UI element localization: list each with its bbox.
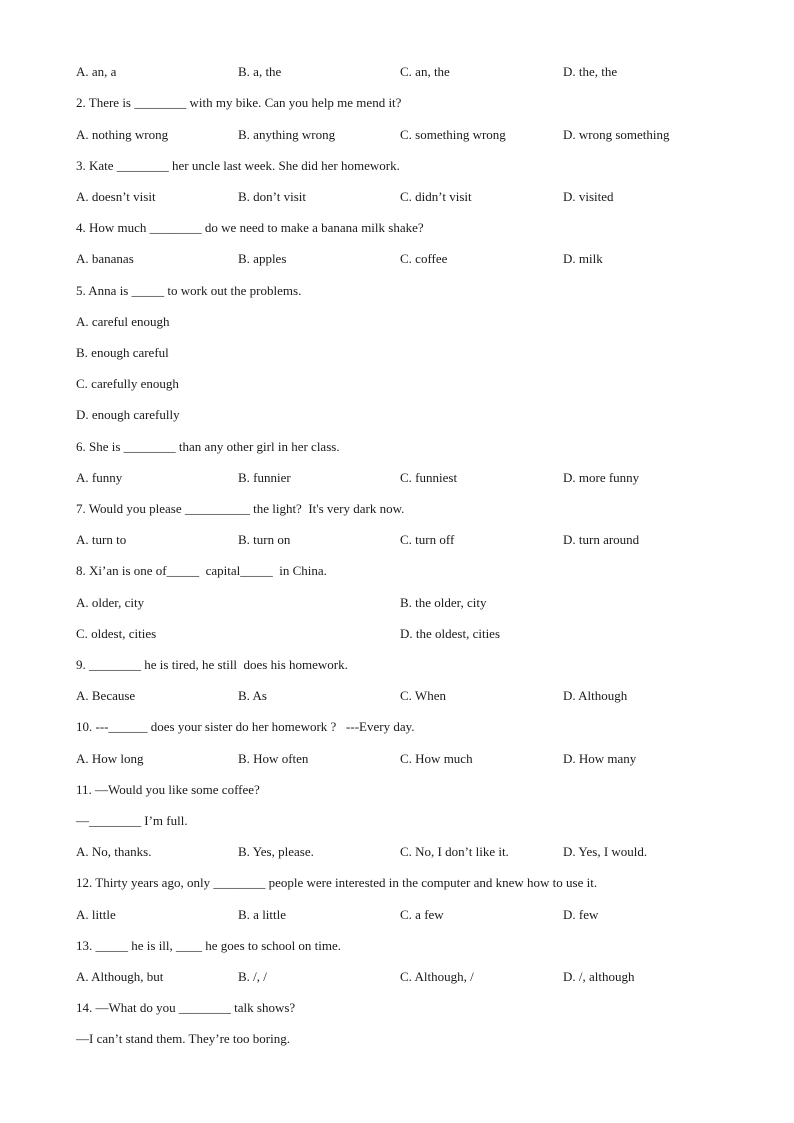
q11-option-c: C. No, I don’t like it. bbox=[400, 844, 509, 859]
q12-stem: 12. Thirty years ago, only ________ people were interested in the computer and knew how to use it. bbox=[76, 875, 598, 890]
q2-option-a: A. nothing wrong bbox=[76, 127, 169, 142]
q3-option-c: C. didn’t visit bbox=[400, 189, 472, 204]
q5-option-c: C. carefully enough bbox=[76, 376, 179, 391]
q12-option-a: A. little bbox=[76, 907, 116, 922]
q14-reply: —I can’t stand them. They’re too boring. bbox=[76, 1031, 290, 1046]
q2-option-c: C. something wrong bbox=[400, 127, 506, 142]
q14-stem: 14. —What do you ________ talk shows? bbox=[76, 1000, 296, 1015]
q7-option-c: C. turn off bbox=[400, 532, 455, 547]
q7-option-a: A. turn to bbox=[76, 532, 127, 547]
q4-option-a: A. bananas bbox=[76, 251, 134, 266]
q7-option-d: D. turn around bbox=[563, 532, 640, 547]
q9-option-a: A. Because bbox=[76, 688, 136, 703]
q1-option-c: C. an, the bbox=[400, 64, 450, 79]
q1-option-d: D. the, the bbox=[563, 64, 618, 79]
q3-option-d: D. visited bbox=[563, 189, 614, 204]
q3-option-b: B. don’t visit bbox=[238, 189, 307, 204]
q9-option-d: D. Although bbox=[563, 688, 628, 703]
q4-option-c: C. coffee bbox=[400, 251, 448, 266]
q2-option-d: D. wrong something bbox=[563, 127, 670, 142]
q8-option-b: B. the older, city bbox=[400, 595, 487, 610]
q9-stem: 9. ________ he is tired, he still does his homework. bbox=[76, 657, 348, 672]
q10-stem: 10. ---______ does your sister do her homework ? ---Every day. bbox=[76, 719, 415, 734]
q2-option-b: B. anything wrong bbox=[238, 127, 336, 142]
q12-option-d: D. few bbox=[563, 907, 599, 922]
q5-stem: 5. Anna is _____ to work out the problems. bbox=[76, 283, 302, 298]
q10-option-b: B. How often bbox=[238, 751, 309, 766]
q11-option-d: D. Yes, I would. bbox=[563, 844, 648, 859]
q8-option-a: A. older, city bbox=[76, 595, 145, 610]
q3-stem: 3. Kate ________ her uncle last week. She did her homework. bbox=[76, 158, 400, 173]
q7-stem: 7. Would you please __________ the light? It's very dark now. bbox=[76, 501, 405, 516]
q13-option-c: C. Although, / bbox=[400, 969, 474, 984]
q1-option-a: A. an, a bbox=[76, 64, 117, 79]
q13-option-d: D. /, although bbox=[563, 969, 635, 984]
q6-option-d: D. more funny bbox=[563, 470, 640, 485]
q12-option-b: B. a little bbox=[238, 907, 287, 922]
q8-option-d: D. the oldest, cities bbox=[400, 626, 501, 641]
q6-option-c: C. funniest bbox=[400, 470, 458, 485]
q9-option-c: C. When bbox=[400, 688, 446, 703]
q13-option-a: A. Although, but bbox=[76, 969, 164, 984]
q5-option-d: D. enough carefully bbox=[76, 407, 180, 422]
q8-stem: 8. Xi’an is one of_____ capital_____ in China. bbox=[76, 563, 327, 578]
q5-option-a: A. careful enough bbox=[76, 314, 170, 329]
q11-option-b: B. Yes, please. bbox=[238, 844, 314, 859]
q3-option-a: A. doesn’t visit bbox=[76, 189, 156, 204]
q13-stem: 13. _____ he is ill, ____ he goes to school on time. bbox=[76, 938, 342, 953]
q4-stem: 4. How much ________ do we need to make a banana milk shake? bbox=[76, 220, 424, 235]
q4-option-b: B. apples bbox=[238, 251, 287, 266]
q11-stem: 11. —Would you like some coffee? bbox=[76, 782, 260, 797]
q7-option-b: B. turn on bbox=[238, 532, 291, 547]
q9-option-b: B. As bbox=[238, 688, 267, 703]
q11-reply: —________ I’m full. bbox=[76, 813, 188, 828]
q12-option-c: C. a few bbox=[400, 907, 444, 922]
q5-option-b: B. enough careful bbox=[76, 345, 169, 360]
q10-option-d: D. How many bbox=[563, 751, 637, 766]
q13-option-b: B. /, / bbox=[238, 969, 267, 984]
q10-option-a: A. How long bbox=[76, 751, 144, 766]
q4-option-d: D. milk bbox=[563, 251, 603, 266]
q6-option-a: A. funny bbox=[76, 470, 123, 485]
q11-option-a: A. No, thanks. bbox=[76, 844, 152, 859]
q6-option-b: B. funnier bbox=[238, 470, 291, 485]
q2-stem: 2. There is ________ with my bike. Can you help me mend it? bbox=[76, 95, 402, 110]
q8-option-c: C. oldest, cities bbox=[76, 626, 157, 641]
q1-option-b: B. a, the bbox=[238, 64, 282, 79]
q10-option-c: C. How much bbox=[400, 751, 473, 766]
q6-stem: 6. She is ________ than any other girl in her class. bbox=[76, 439, 340, 454]
